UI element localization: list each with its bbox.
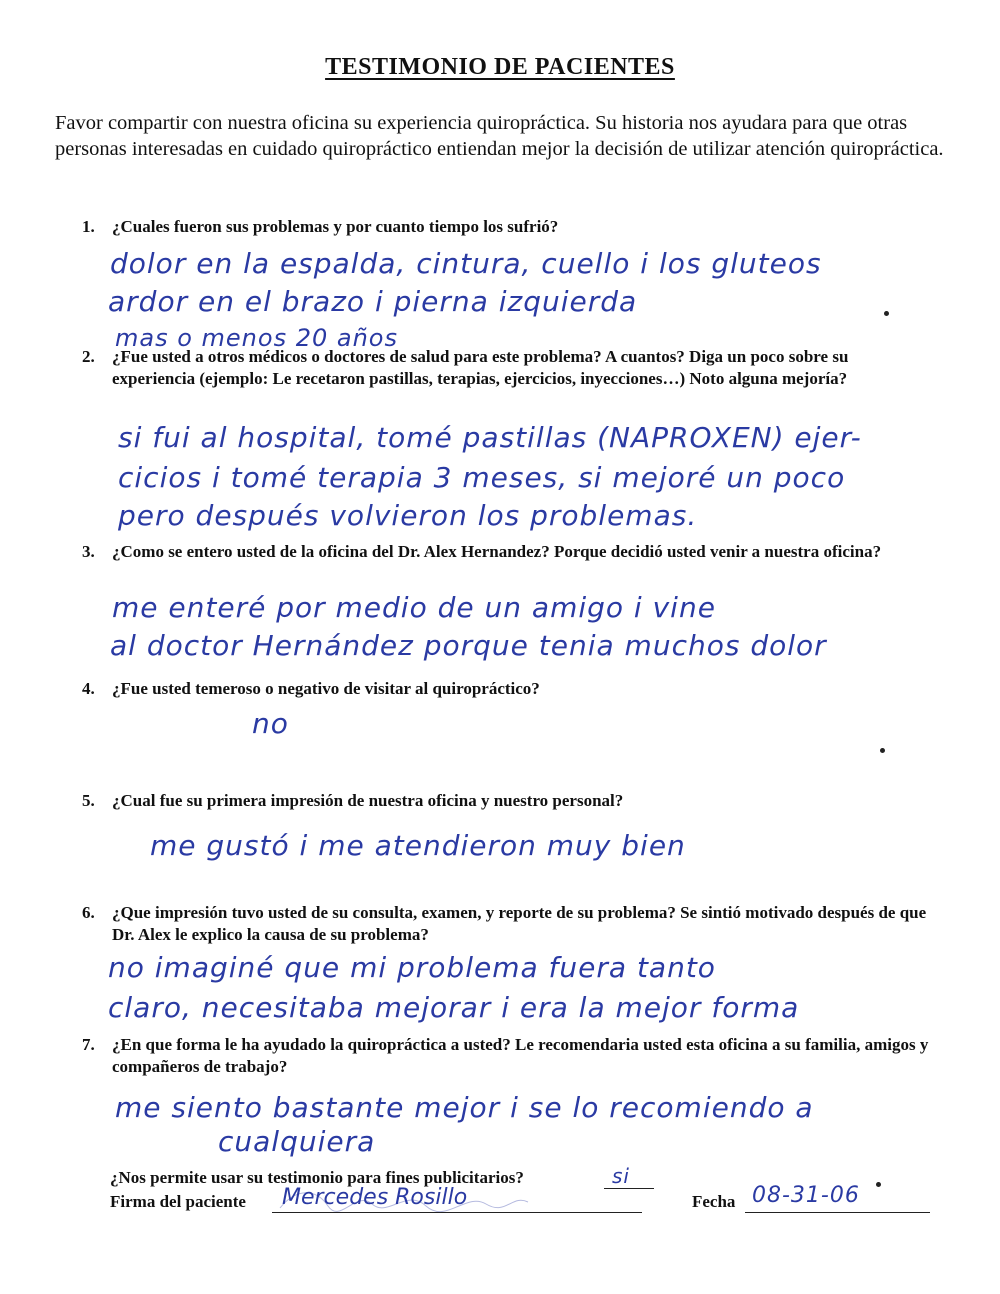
stray-mark: [884, 311, 889, 316]
signature: Mercedes Rosillo: [282, 1185, 468, 1210]
answer-1-line-1: dolor en la espalda, cintura, cuello i los gluteos: [110, 247, 822, 280]
question-number: 6.: [82, 903, 95, 922]
question-6: [82, 902, 942, 946]
answer-3-line-2: al doctor Hernández porque tenia muchos dolor: [110, 629, 827, 662]
signature-label: Firma del paciente: [110, 1192, 246, 1211]
form-intro: Favor compartir con nuestra oficina su experiencia quiropráctica. Su historia nos ayudara para que otras personas interesadas en cuidado quiropráctico entiendan mejor la decisión de utilizar atención quiropráctica.: [55, 112, 944, 160]
question-7: [82, 1034, 942, 1078]
question-text: ¿Como se entero usted de la oficina del Dr. Alex Hernandez? Porque decidió usted venir a nuestra oficina?: [112, 542, 882, 561]
question-number: 7.: [82, 1035, 95, 1054]
answer-7-line-1: me siento bastante mejor i se lo recomiendo a: [115, 1091, 814, 1124]
answer-5-line-1: me gustó i me atendieron muy bien: [150, 829, 686, 862]
question-5: [82, 790, 942, 812]
question-4: [82, 678, 942, 700]
answer-2-line-2: cicios i tomé terapia 3 meses, si mejoré un poco: [118, 461, 846, 494]
question-2: [82, 346, 942, 390]
question-number: 5.: [82, 791, 95, 810]
question-text: ¿Fue usted temeroso o negativo de visitar al quiropráctico?: [112, 679, 540, 698]
permission-label: ¿Nos permite usar su testimonio para fines publicitarios?: [110, 1168, 524, 1187]
answer-1-line-3: mas o menos 20 años: [115, 324, 398, 352]
question-1: [82, 216, 942, 238]
answer-6-line-2: claro, necesitaba mejorar i era la mejor forma: [108, 991, 800, 1024]
question-text: ¿Que impresión tuvo usted de su consulta, examen, y reporte de su problema? Se sintió motivado después de que Dr. Alex le explico la causa de su problema?: [112, 903, 927, 944]
question-number: 4.: [82, 679, 95, 698]
signature-scribble: [276, 1182, 536, 1216]
stray-mark: [880, 748, 885, 753]
question-number: 2.: [82, 347, 95, 366]
date-label: Fecha: [692, 1192, 736, 1211]
answer-2-line-3: pero después volvieron los problemas.: [118, 499, 698, 532]
date-value: 08-31-06: [752, 1183, 860, 1208]
form-title: TESTIMONIO DE PACIENTES: [325, 54, 675, 80]
stray-mark: [876, 1182, 881, 1187]
question-text: ¿En que forma le ha ayudado la quiropráctica a usted? Le recomendaria usted esta oficina a su familia, amigos y compañeros de trabajo?: [112, 1035, 929, 1076]
answer-6-line-1: no imaginé que mi problema fuera tanto: [108, 951, 716, 984]
question-number: 1.: [82, 217, 95, 236]
permission-answer: si: [612, 1164, 630, 1188]
question-text: ¿Cuales fueron sus problemas y por cuanto tiempo los sufrió?: [112, 217, 559, 236]
question-number: 3.: [82, 542, 95, 561]
answer-1-line-2: ardor en el brazo i pierna izquierda: [108, 285, 638, 318]
answer-3-line-1: me enteré por medio de un amigo i vine: [112, 591, 716, 624]
answer-2-line-1: si fui al hospital, tomé pastillas (NAPROXEN) ejer-: [118, 421, 862, 454]
question-text: ¿Cual fue su primera impresión de nuestra oficina y nuestro personal?: [112, 791, 624, 810]
answer-7-line-2: cualquiera: [218, 1125, 376, 1158]
answer-4-line-1: no: [252, 707, 289, 740]
question-3: [82, 541, 942, 563]
question-text: ¿Fue usted a otros médicos o doctores de salud para este problema? A cuantos? Diga un poco sobre su experiencia (ejemplo: Le recetaron pastillas, terapias, ejercicios, inyecciones…) Noto alguna mejoría?: [112, 347, 849, 388]
